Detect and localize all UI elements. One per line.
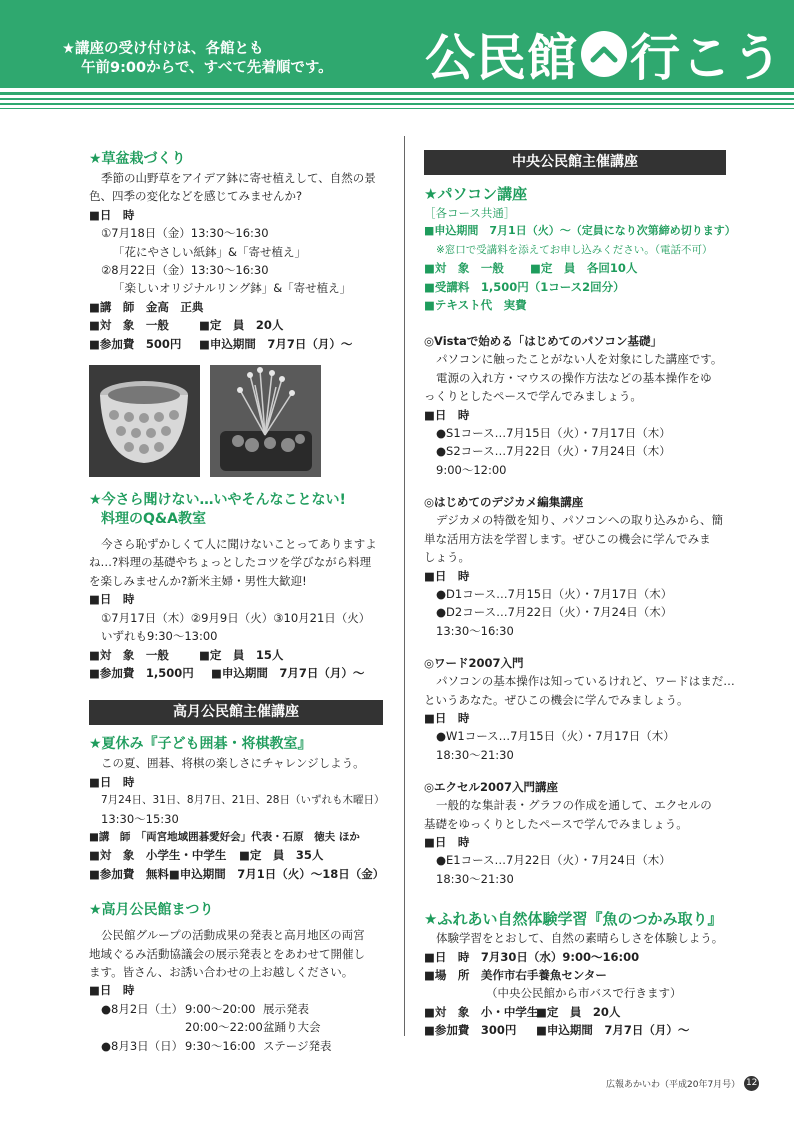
course-title: ★パソコン講座: [424, 185, 528, 203]
chuo-section-band: 中央公民館主催講座: [424, 150, 726, 175]
course-word: ◎ワード2007入門 パソコンの基本操作は知っているけれど、ワードはまだ… というあなた。ぜひこの機会に学んでみましょう。 ■日 時 ●W1コース…7月15日（火）・7月17日（木） 18:30～21:30: [424, 656, 735, 762]
header-stripe: [0, 103, 794, 105]
photo-row: [89, 365, 383, 477]
course-vista: ◎Vistaで始める「はじめてのパソコン基礎」 パソコンに触ったことがない人を対象にした講座です。 電源の入れ方・マウスの操作方法などの基本操作をゆ っくりとしたペースで学んでみましょう。 ■日 時 ●S1コース…7月15日（火）・7月17日（木） ●S2コース…7月22日（火）・7月24日（木） 9:00～12:00: [424, 332, 726, 479]
publication-name: 広報あかいわ（平成20年7月号）: [606, 1080, 741, 1090]
course-pc: ★パソコン講座 ［各コース共通］ ■申込期間 7月1日（火）～（定員になり次第締め切ります） ※窓口で受講料を添えてお申し込みください。（電話不可） ■対 象 一般 ■定 員 各回10人 ■受講料 1,500円（1コース2回分） ■テキスト代 実費: [424, 185, 736, 313]
course-camera: ◎はじめてのデジカメ編集講座 デジカメの特徴を知り、パソコンへの取り込みから、簡 単な活用方法を学習します。ぜひこの機会に学んでみま しょう。 ■日 時 ●D1コース…7月15日（火）・7月17日（木） ●D2コース…7月22日（火）・7月24日（木） 13:30～16:30: [424, 493, 726, 640]
yoseue-photo: [210, 365, 321, 477]
page-header: [0, 0, 794, 112]
course-title: ★ふれあい自然体験学習『魚のつかみ取り』: [424, 910, 723, 929]
course-excel: ◎エクセル2007入門講座 一般的な集計表・グラフの作成を通して、エクセルの 基礎をゆっくりとしたペースで学んでみましょう。 ■日 時 ●E1コース…7月22日（火）・7月24日（木） 18:30～21:30: [424, 778, 726, 888]
course-title: ★今さら聞けない…いやそんなことない!: [89, 492, 346, 509]
course-title: ★夏休み『子ども囲碁・将棋教室』: [89, 736, 312, 753]
left-column: [89, 150, 383, 1055]
registration-notice: ★講座の受け付けは、各館とも 午前9:00からで、すべて先着順です。: [62, 41, 333, 76]
takatsuki-section-band: 高月公民館主催講座: [89, 700, 383, 725]
course-title: ◎エクセル2007入門講座: [424, 780, 559, 795]
course-title: ★高月公民館まつり: [89, 902, 214, 919]
page-title: 公民館 行こう: [425, 29, 783, 87]
right-column: [424, 150, 736, 1040]
course-title: ★草盆栽づくり: [89, 151, 186, 167]
paper-pot-photo: [89, 365, 200, 477]
page-number: 12: [744, 1076, 759, 1091]
header-stripe: [0, 108, 794, 109]
arrow-right-icon: [581, 31, 627, 77]
course-title: ◎はじめてのデジカメ編集講座: [424, 495, 584, 510]
course-festival: ★高月公民館まつり 公民館グループの活動成果の発表と高月地区の両宮 地域ぐるみ活動協議会の展示発表とをあわせて開催し ます。皆さん、お誘い合わせの上お越しください。 ■日 時 ●8月2日（土） 9:00～20:00 展示発表 20:00～22:00 盆踊り大会 ●8月3日（日） 9:30～16:00 ステージ発表: [89, 901, 383, 1055]
course-cooking: ★今さら聞けない…いやそんなことない! 料理のQ&A教室 今さら恥ずかしくて人に聞けないことってありますよ ね…?料理の基礎やちょっとしたコツを学びながら料理 を楽しみませんか?新米主婦・男性大歓迎! ■日 時 ①7月17日（木）②9月9日（火）③10月21日（火） いずれも9:30～13:00 ■対 象 一般 ■定 員 15人 ■参加費 1,500円 ■申込期間 7月7日（月）～: [89, 491, 383, 682]
header-stripe: [0, 92, 794, 95]
course-title: ◎Vistaで始める「はじめてのパソコン基礎」: [424, 334, 663, 349]
header-stripe: [0, 98, 794, 100]
course-fishing: ★ふれあい自然体験学習『魚のつかみ取り』 体験学習をとおして、自然の素晴らしさを体験しよう。 ■日 時 7月30日（水）9:00～16:00 ■場 所 美作市右手養魚センター （中央公民館から市バスで行きます） ■対 象 小・中学生 ■定 員 20人 ■参加費 300円 ■申込期間 7月7日（月）～: [424, 910, 726, 1039]
course-igo: ★夏休み『子ども囲碁・将棋教室』 この夏、囲碁、将棋の楽しさにチャレンジしよう。 ■日 時 7月24日、31日、8月7日、21日、28日（いずれも木曜日） 13:30～15:30 ■講 師 「両宮地域囲碁愛好会」代表・石原 徳夫 ほか ■対 象 小学生・中学生 ■定 員 35人 ■参加費 無料 ■申込期間 7月1日（火）～18日（金）: [89, 736, 385, 881]
column-divider: [404, 136, 405, 1036]
page-footer: [606, 1076, 759, 1091]
course-title: ◎ワード2007入門: [424, 656, 524, 671]
course-kusabon: ★草盆栽づくり 季節の山野草をアイデア鉢に寄せ植えして、自然の景 色、四季の変化などを感じてみませんか? ■日 時 ①7月18日（金）13:30～16:30 「花にやさしい紙鉢」&「寄せ植え」 ②8月22日（金）13:30～16:30 「楽しいオリジナルリング鉢」&「寄せ植え」 ■講 師 金高 正典 ■対 象 一般 ■定 員 20人 ■参加費 500円 ■申込期間 7月7日（月）～: [89, 150, 383, 353]
